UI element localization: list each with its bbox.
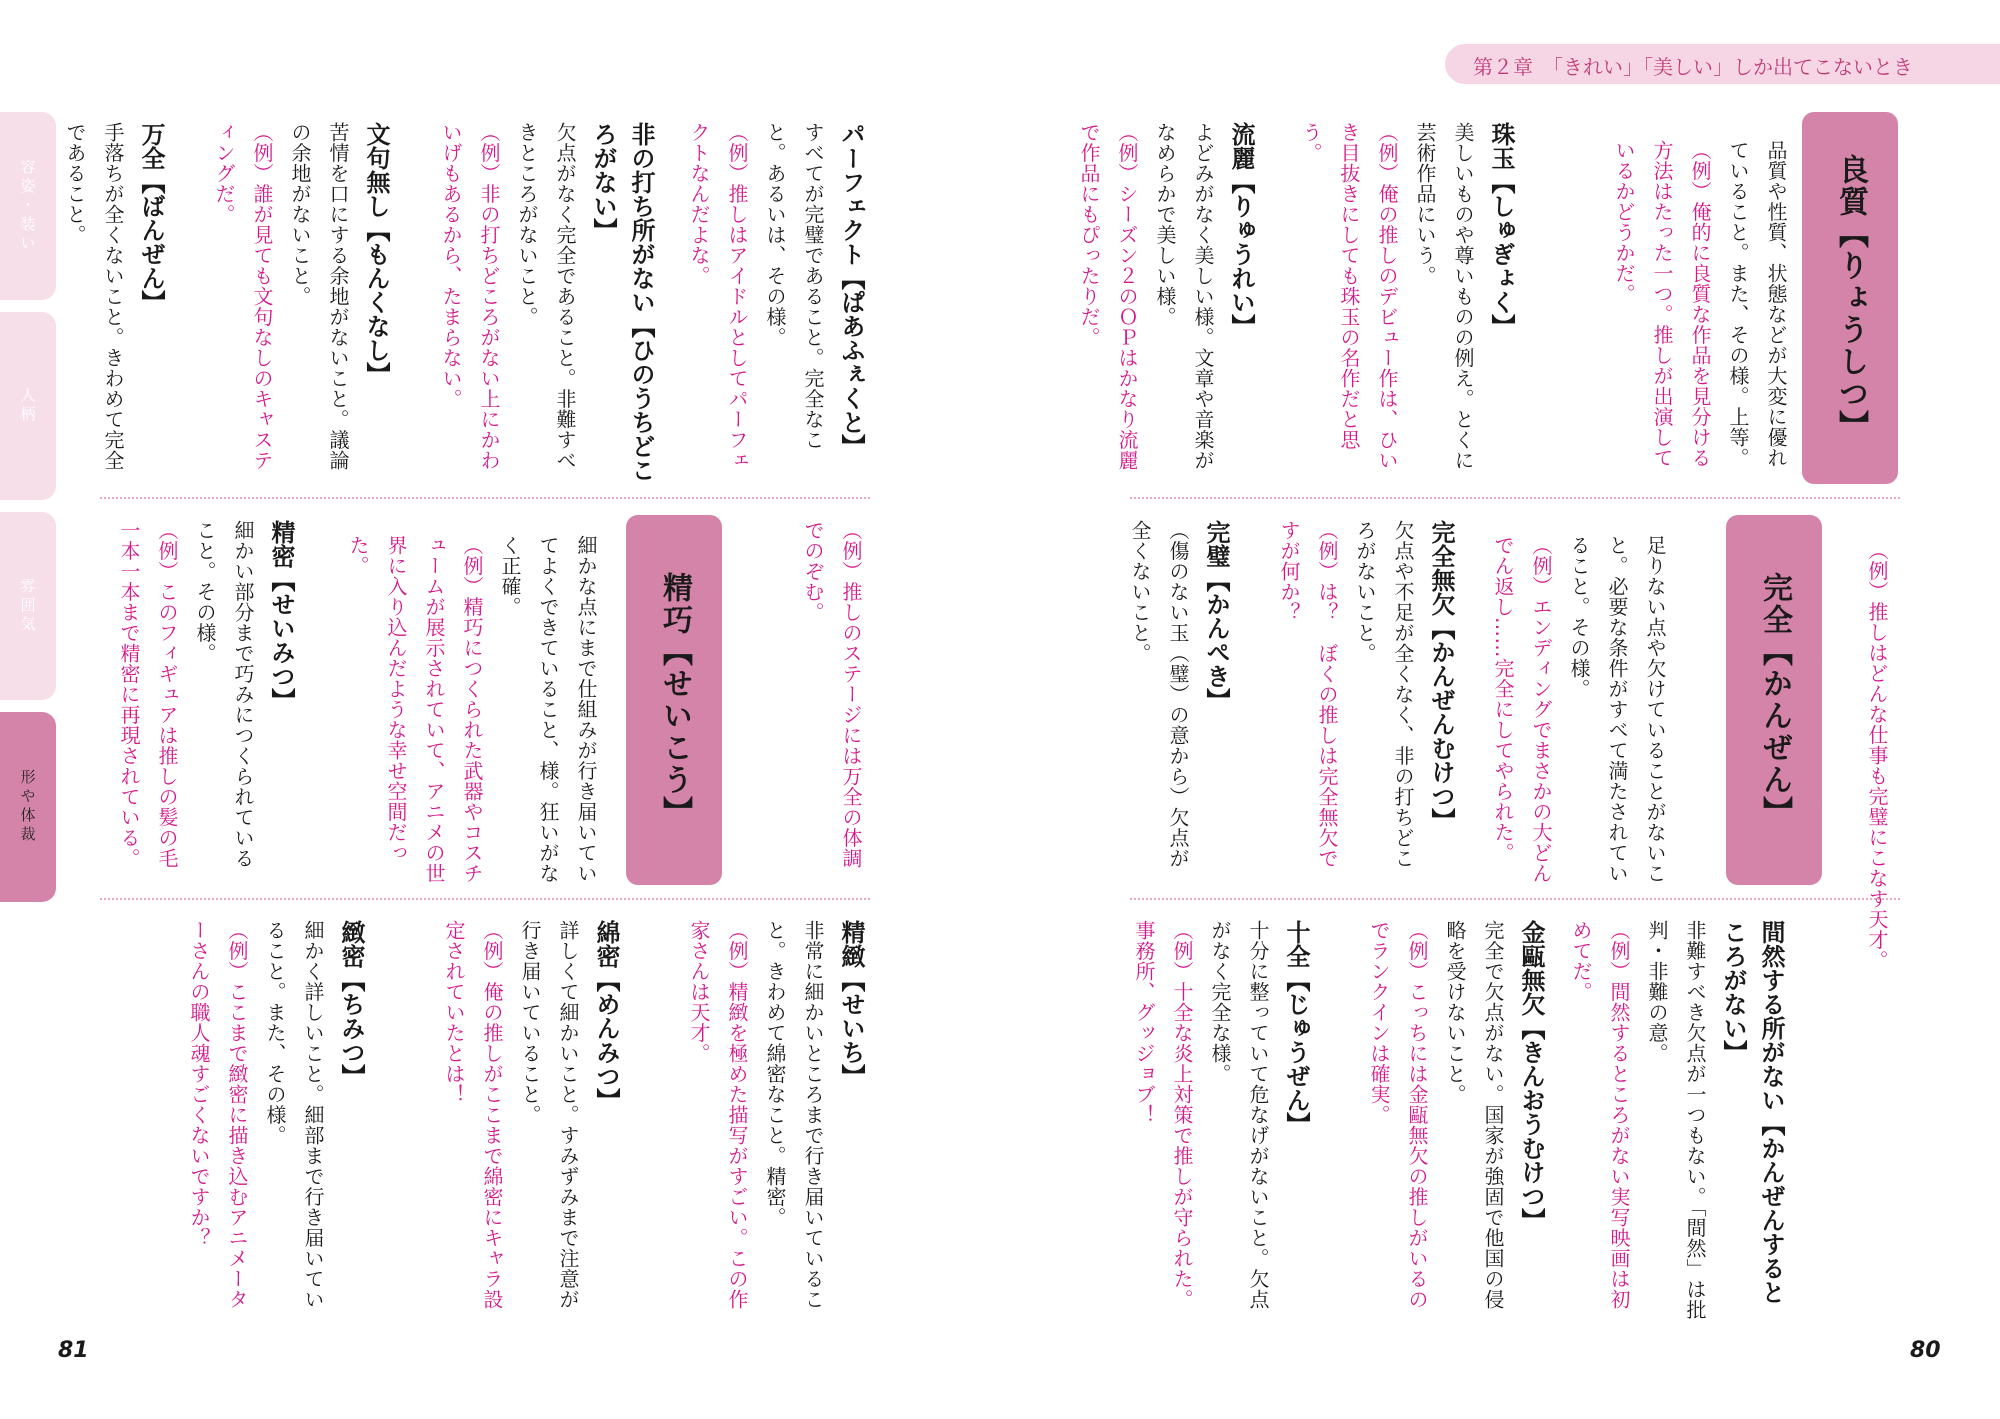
tab-shape-form[interactable] xyxy=(0,712,56,902)
entry-term: 万全【ばんぜん】 xyxy=(137,122,165,314)
entry-definition: 非常に細かいところまで行き届いていること。きわめて綿密なこと。精密。 xyxy=(763,920,825,1310)
entry-term: 完全無欠【かんぜんむけつ】 xyxy=(1427,520,1455,832)
entry-definition: 欠点や不足が全くなく、非の打ちどころがないこと。 xyxy=(1353,520,1415,869)
entry-example: （例）シーズン２のＯＰはかなり流麗で作品にもぴったりだ。 xyxy=(1077,122,1139,471)
entry-example: （例）推しのステージには万全の体調でのぞむ。 xyxy=(801,520,863,869)
entry xyxy=(1128,520,1235,885)
chapter-header xyxy=(1445,44,2000,84)
entry xyxy=(650,920,870,1320)
entry-continued xyxy=(1836,540,1896,1320)
entry-example: （例）精巧につくられた武器やコスチュームが展示されていて、アニメの世界に入り込んだような幸せ空間だった。 xyxy=(346,535,484,884)
entry-definition: 美しいものや尊いものの例え。とくに芸術作品にいう。 xyxy=(1413,122,1475,471)
entry-example: （例）推しはアイドルとしてパーフェクトなんだよな。 xyxy=(687,122,749,471)
entry-term: 間然する所がない【かんぜんするところがない】 xyxy=(1719,920,1785,1304)
entry xyxy=(1367,920,1550,1320)
entry-definition: 苦情を口にする余地がないこと。議論の余地がないこと。 xyxy=(288,122,350,471)
entry xyxy=(1132,920,1315,1320)
entry-example: （例）非の打ちどころがない上にかわいげもあるから、たまらない。 xyxy=(439,122,501,471)
entry-term: 綿密【めんみつ】 xyxy=(592,920,620,1112)
entry xyxy=(1277,520,1460,885)
entry xyxy=(425,920,625,1320)
entry-example: （例）俺の推しのデビュー作は、ひいき目抜きにしても珠玉の名作だと思う。 xyxy=(1299,122,1399,471)
entry xyxy=(687,122,870,487)
tab-label: 形や体裁 xyxy=(18,769,37,845)
entry-definition: すべてが完璧であること。完全なこと。あるいは、その様。 xyxy=(763,122,825,450)
entry-example: （例）推しはどんな仕事も完璧にこなす天才。 xyxy=(1865,540,1889,971)
entry-example: （例）ここまで緻密に描き込むアニメーターさんの職人魂すごくないですか？ xyxy=(187,920,249,1310)
entry-definition: 詳しくて細かいこと。すみずみまで注意が行き届いていること。 xyxy=(518,920,580,1310)
entry-example: （例）このフィギュアは推しの髪の毛一本一本まで精密に再現されている。 xyxy=(117,520,179,869)
entry xyxy=(130,920,370,1320)
entry-definition: 品質や性質、状態などが大変に優れていること。また、その様。上等。 xyxy=(1726,140,1788,468)
entry-term: 金甌無欠【きんおうむけつ】 xyxy=(1517,920,1545,1232)
entry-definition: 非難すべき欠点が一つもない。「間然」は批判・非難の意。 xyxy=(1645,920,1707,1320)
entry-head: 精巧【せいこう】 xyxy=(657,572,692,828)
tab-appearance[interactable] xyxy=(0,112,56,300)
entry-example: （例）間然するところがない実写映画は初めてだ。 xyxy=(1569,920,1631,1310)
entry xyxy=(1612,140,1795,485)
entry xyxy=(63,122,170,487)
entry-term: 文句無し【もんくなし】 xyxy=(362,122,390,386)
tab-label: 人柄 xyxy=(18,387,37,425)
entry xyxy=(1299,122,1520,487)
entry-definition: （傷のない玉（璧）の意から）欠点が全くないこと。 xyxy=(1128,520,1190,869)
entry-definition: 足りない点や欠けていることがないこと。必要な条件がすべて満たされていること。その様。 xyxy=(1567,535,1667,884)
entry-definition: 欠点がなく完全であること。非難すべきところがないこと。 xyxy=(515,122,577,471)
entry xyxy=(346,535,605,885)
entry-definition: よどみがなく美しい様。文章や音楽がなめらかで美しい様。 xyxy=(1153,122,1215,471)
page-number-left: 81 xyxy=(58,1338,89,1363)
entry-head: 良質【りょうしつ】 xyxy=(1833,154,1868,442)
entry-term: 精密【せいみつ】 xyxy=(267,520,295,712)
entry xyxy=(1491,535,1674,885)
entry xyxy=(439,122,660,487)
entry xyxy=(1077,122,1260,487)
entry-example: （例）こっちには金甌無欠の推しがいるのでランクインは確実。 xyxy=(1367,920,1429,1310)
tab-label: 容姿・装い xyxy=(18,158,37,254)
entry-term: 珠玉【しゅぎょく】 xyxy=(1487,122,1515,338)
tab-atmosphere[interactable] xyxy=(0,512,56,700)
entry xyxy=(1569,920,1790,1320)
tab-personality[interactable] xyxy=(0,312,56,500)
entry-definition: 細かい部分まで巧みにつくられていること。その様。 xyxy=(193,520,255,869)
divider xyxy=(100,898,870,900)
entry-example: （例）エンディングでまさかの大どんでん返し……完全にしてやられた。 xyxy=(1491,535,1553,884)
entry-example: （例）は？ ぼくの推しは完全無欠ですが何か？ xyxy=(1277,520,1339,869)
divider xyxy=(1130,497,1900,499)
entry-head-box xyxy=(1726,515,1822,885)
entry-example: （例）精緻を極めた描写がすごい。この作家さんは天才。 xyxy=(687,920,749,1310)
entry-definition: 細かな点にまで仕組みが行き届いていてよくできていること、様。狂いがなく正確。 xyxy=(498,535,598,884)
entry-head: 完全【かんぜん】 xyxy=(1757,572,1792,828)
entry xyxy=(100,520,300,885)
divider xyxy=(100,497,870,499)
divider xyxy=(1130,898,1900,900)
entry-definition: 細かく詳しいこと。細部まで行き届いていること。また、その様。 xyxy=(263,920,325,1310)
entry-head-box xyxy=(1802,112,1898,484)
entry-example: （例）俺の推しがここまで綿密にキャラ設定されていたとは！ xyxy=(442,920,504,1310)
tab-label: 雰囲気 xyxy=(18,577,37,635)
entry-term: 完璧【かんぺき】 xyxy=(1202,520,1230,712)
entry-head-box xyxy=(626,515,722,885)
entry-term: 精緻【せいち】 xyxy=(837,920,865,1088)
entry-continued xyxy=(770,520,870,885)
entry-example: （例）十全な炎上対策で推しが守られた。事務所、グッジョブ！ xyxy=(1132,920,1194,1310)
entry-term: 緻密【ちみつ】 xyxy=(337,920,365,1088)
entry-definition: 十分に整っていて危なげがないこと。欠点がなく完全な様。 xyxy=(1208,920,1270,1310)
entry xyxy=(212,122,395,487)
chapter-title: 第２章 「きれい」「美しい」しか出てこないとき xyxy=(1473,55,1913,79)
page-number-right: 80 xyxy=(1910,1338,1941,1363)
entry-term: パーフェクト【ぱあふぇくと】 xyxy=(837,122,865,458)
entry-term: 流麗【りゅうれい】 xyxy=(1227,122,1255,338)
entry-definition: 手落ちが全くないこと。きわめて完全であること。 xyxy=(63,122,125,471)
entry-term: 非の打ち所がない【ひのうちどころがない】 xyxy=(589,122,655,482)
entry-example: （例）誰が見ても文句なしのキャスティングだ。 xyxy=(212,122,274,471)
entry-example: （例）俺的に良質な作品を見分ける方法はたった一つ。推しが出演しているかどうかだ。 xyxy=(1612,140,1712,468)
entry-definition: 完全で欠点がない。国家が強固で他国の侵略を受けないこと。 xyxy=(1443,920,1505,1310)
entry-term: 十全【じゅうぜん】 xyxy=(1282,920,1310,1136)
